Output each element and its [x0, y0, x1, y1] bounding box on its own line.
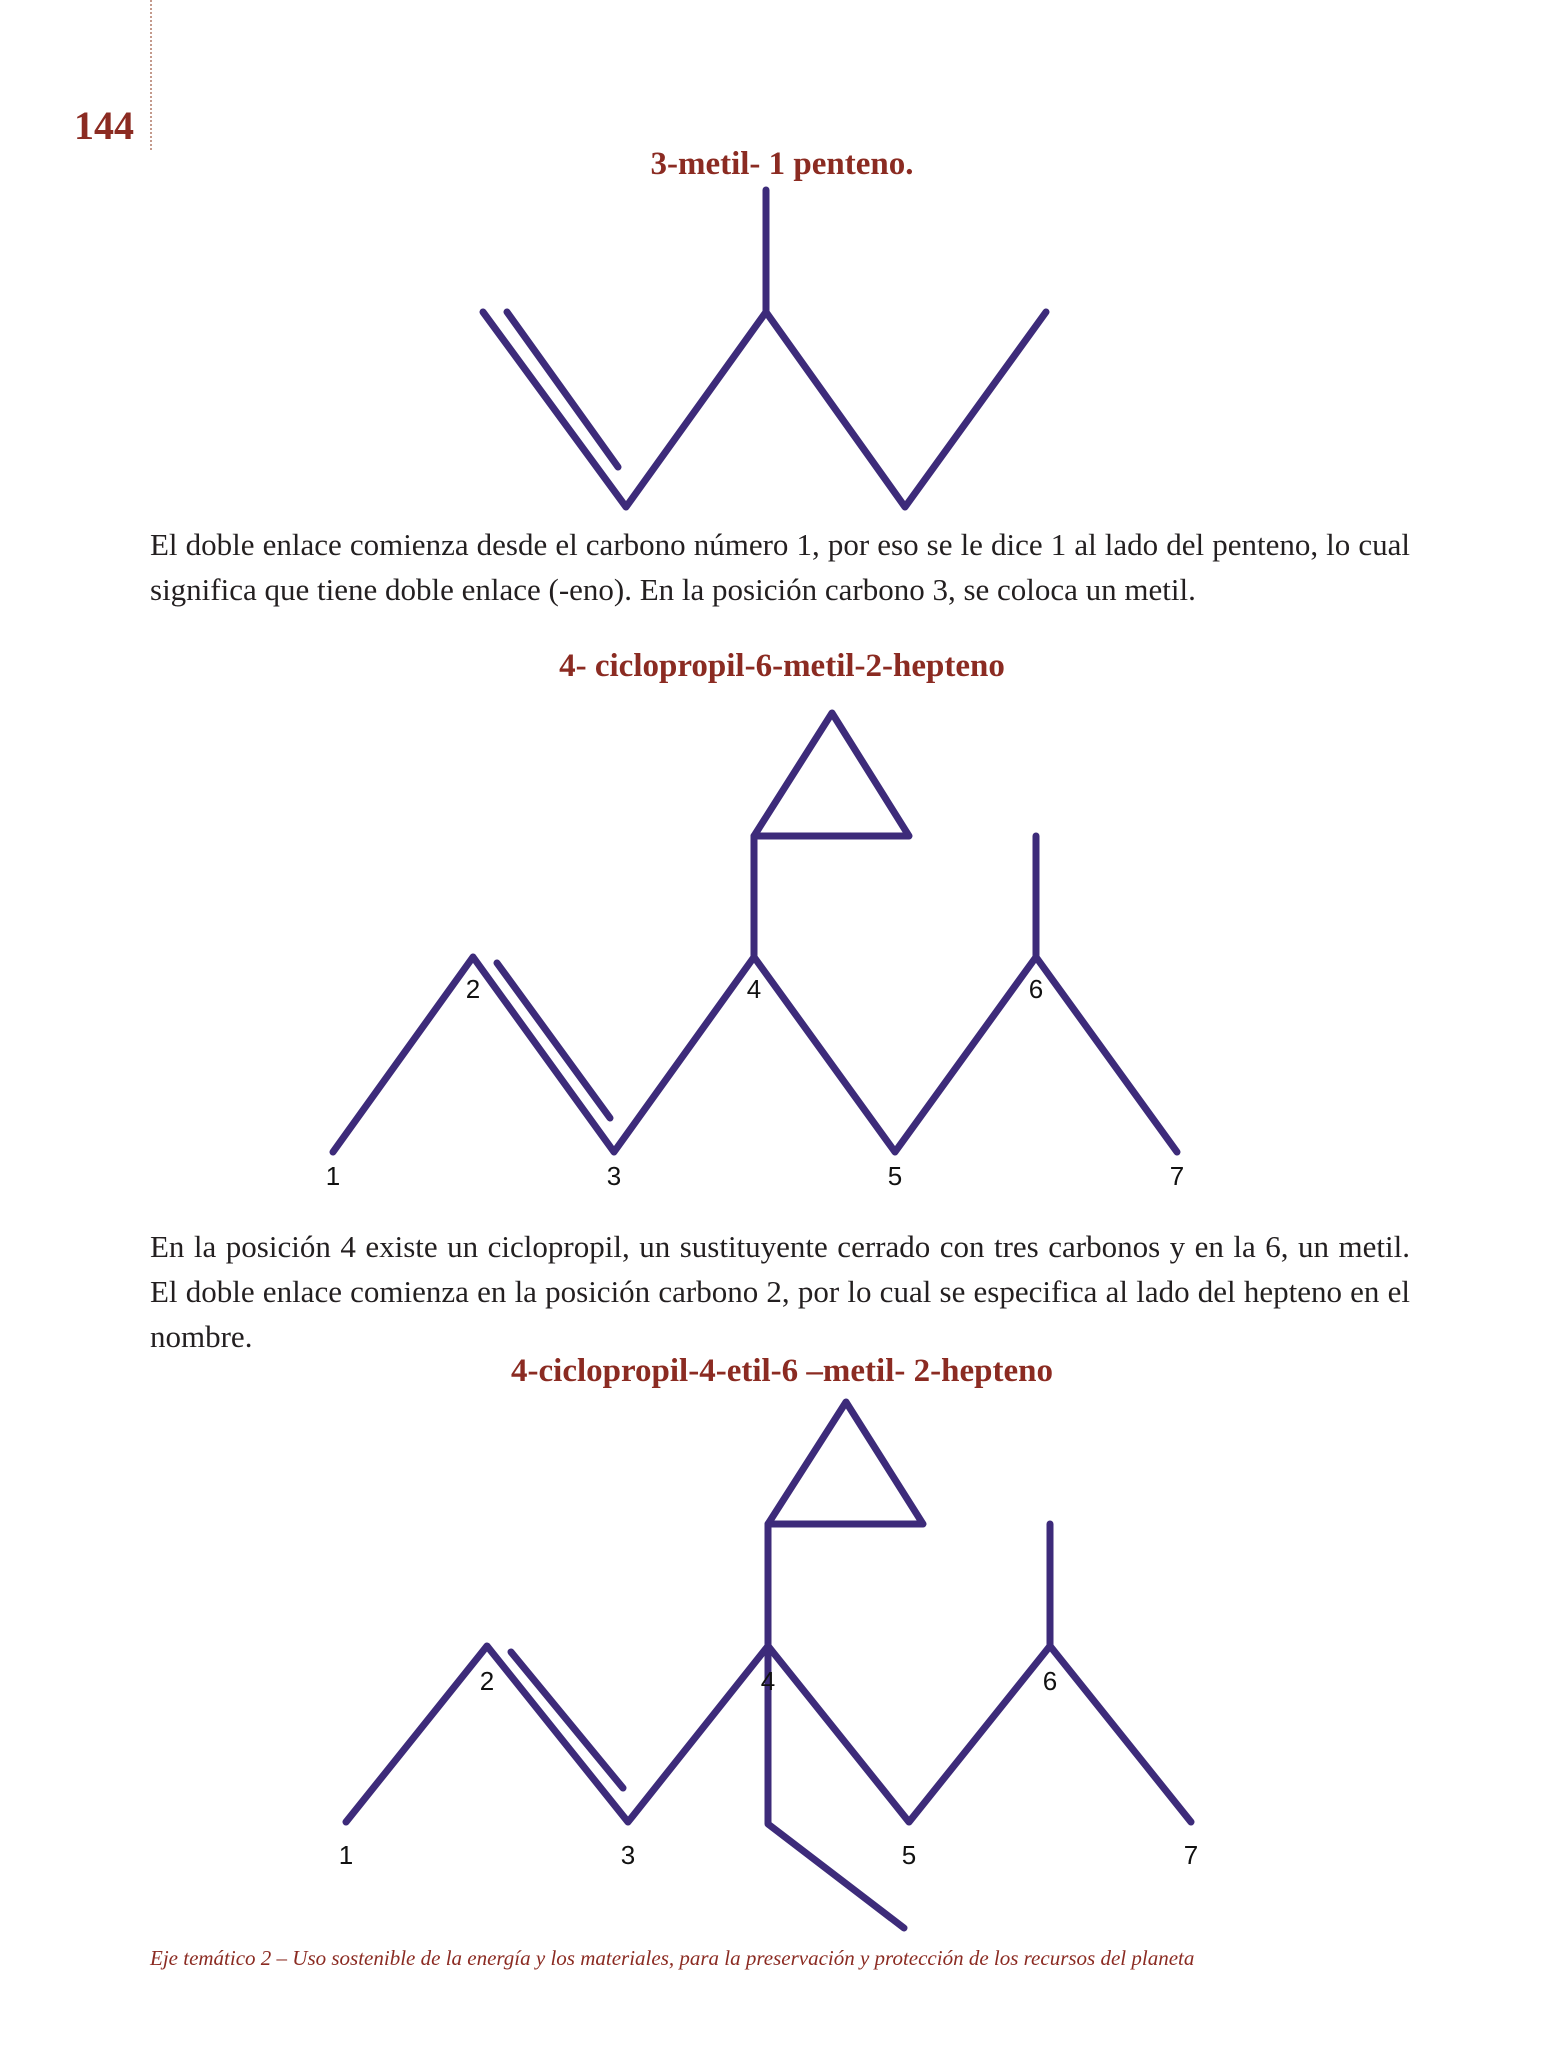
explanation-paragraph-2	[150, 1224, 1410, 1359]
atom-label-5: 5	[901, 1840, 917, 1870]
atom-label-5: 5	[887, 1161, 903, 1191]
double-bond-line	[507, 312, 618, 467]
molecule-diagram-4-ciclopropil-4-etil-6-metil-2-hepteno	[0, 1392, 1564, 1932]
atom-label-6: 6	[1028, 974, 1044, 1004]
molecule-title-2: 4- ciclopropil-6-metil-2-hepteno	[559, 648, 1005, 684]
double-bond-line	[497, 963, 610, 1118]
main-chain-bonds	[483, 312, 1046, 507]
atom-label-3: 3	[620, 1840, 636, 1870]
atom-label-2: 2	[479, 1666, 495, 1696]
margin-dotted-rule	[150, 0, 152, 150]
atom-label-3: 3	[606, 1161, 622, 1191]
atom-label-2: 2	[465, 974, 481, 1004]
molecule-title-3: 4-ciclopropil-4-etil-6 –metil- 2-hepteno	[511, 1353, 1053, 1389]
atom-label-1: 1	[338, 1840, 354, 1870]
atom-label-7: 7	[1169, 1161, 1185, 1191]
page-footer: Eje temático 2 – Uso sostenible de la energía y los materiales, para la preservación y protección de los recursos del planeta	[150, 1946, 1195, 1970]
explanation-text-1: El doble enlace comienza desde el carbono número 1, por eso se le dice 1 al lado del penteno, lo cual significa que tiene doble enlace (-eno). En la posición carbono 3, se coloca un metil.	[150, 527, 1410, 607]
molecule-svg-1	[0, 180, 1564, 520]
molecule-diagram-4-ciclopropil-6-metil-2-hepteno	[0, 700, 1564, 1200]
explanation-text-2: En la posición 4 existe un ciclopropil, un sustituyente cerrado con tres carbonos y en la 6, un metil. El doble enlace comienza en la posición carbono 2, por lo cual se especifica al lado del hepteno en el nombre.	[150, 1229, 1410, 1354]
molecule-svg-3	[0, 1392, 1564, 1932]
atom-label-4: 4	[746, 974, 762, 1004]
atom-label-6: 6	[1042, 1666, 1058, 1696]
explanation-paragraph-1	[150, 522, 1410, 612]
page-number: 144	[74, 103, 134, 148]
double-bond-line	[511, 1652, 623, 1788]
cyclopropyl-ring	[754, 713, 909, 836]
cyclopropyl-ring	[768, 1402, 923, 1524]
molecule-diagram-3-metil-1-penteno	[0, 180, 1564, 520]
atom-label-1: 1	[325, 1161, 341, 1191]
atom-label-4: 4	[760, 1666, 776, 1696]
atom-label-7: 7	[1183, 1840, 1199, 1870]
molecule-title-1: 3-metil- 1 penteno.	[650, 146, 914, 182]
molecule-svg-2	[0, 700, 1564, 1200]
